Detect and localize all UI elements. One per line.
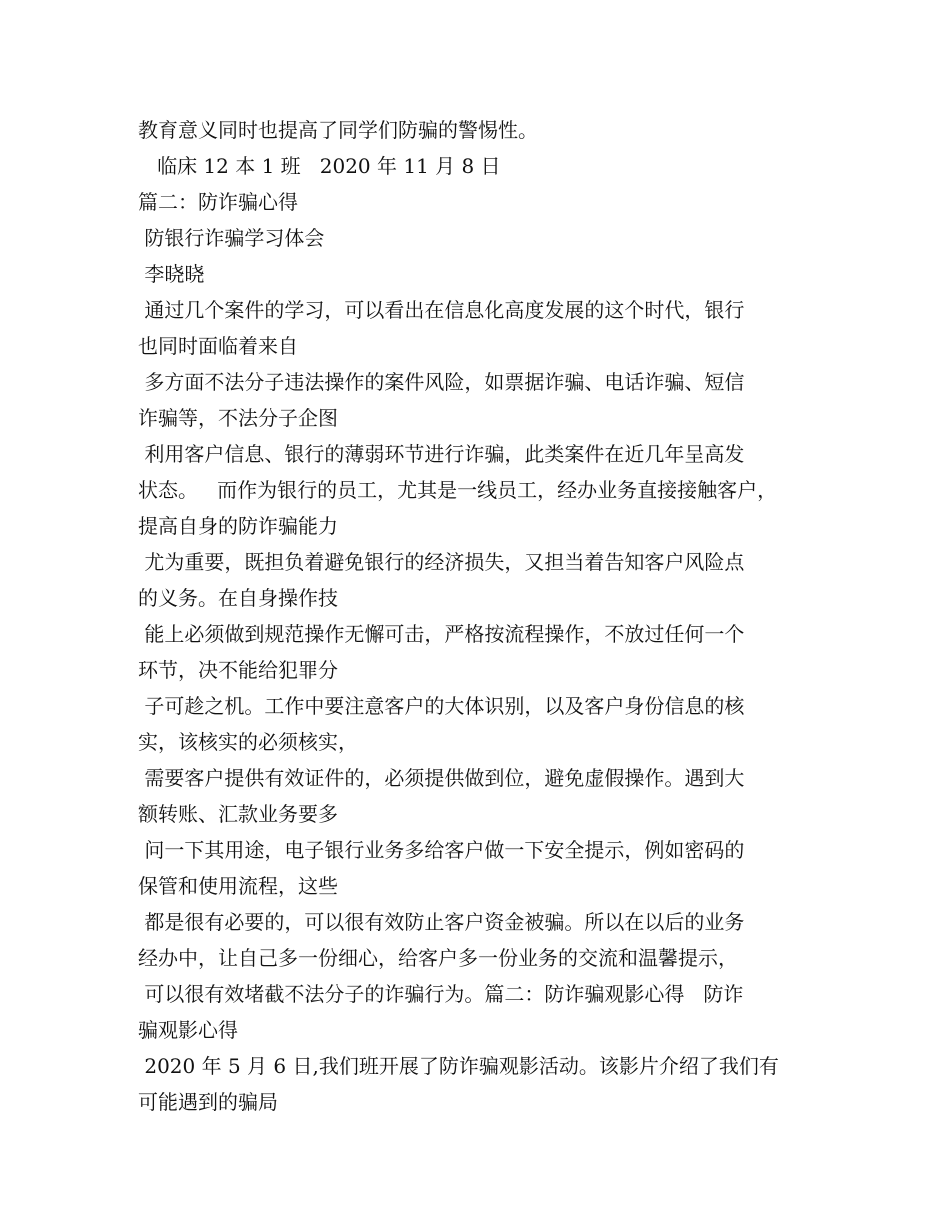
text-line: 诈骗等，不法分子企图 xyxy=(138,406,338,430)
text-line: 经办中，让自己多一份细心，给客户多一份业务的交流和温馨提示， xyxy=(138,946,738,970)
document-body xyxy=(138,112,838,1120)
text-line: 能上必须做到规范操作无懈可击，严格按流程操作，不放过任何一个 xyxy=(138,622,745,646)
text-line: 实，该核实的必须核实， xyxy=(138,730,358,754)
text-line: 骗观影心得 xyxy=(138,1018,238,1042)
text-line: 临床 12 本 1 班 2020 年 11 月 8 日 xyxy=(138,154,501,178)
text-line: 需要客户提供有效证件的，必须提供做到位，避免虚假操作。遇到大 xyxy=(138,766,745,790)
text-line: 教育意义同时也提高了同学们防骗的警惕性。 xyxy=(138,118,538,142)
text-line: 提高自身的防诈骗能力 xyxy=(138,514,338,538)
section-heading: 篇二：防诈骗心得 xyxy=(138,190,298,214)
text-line: 保管和使用流程，这些 xyxy=(138,874,338,898)
author-name: 李晓晓 xyxy=(138,262,205,286)
text-line: 也同时面临着来自 xyxy=(138,334,298,358)
text-line: 环节，决不能给犯罪分 xyxy=(138,658,338,682)
text-line: 子可趁之机。工作中要注意客户的大体识别，以及客户身份信息的核 xyxy=(138,694,745,718)
text-line: 可以很有效堵截不法分子的诈骗行为。篇二：防诈骗观影心得 防诈 xyxy=(138,982,744,1006)
article-title: 防银行诈骗学习体会 xyxy=(138,226,325,250)
text-line: 可能遇到的骗局 xyxy=(138,1090,278,1114)
text-line: 都是很有必要的，可以很有效防止客户资金被骗。所以在以后的业务 xyxy=(138,910,745,934)
text-line: 通过几个案件的学习，可以看出在信息化高度发展的这个时代，银行 xyxy=(138,298,745,322)
text-line: 利用客户信息、银行的薄弱环节进行诈骗，此类案件在近几年呈高发 xyxy=(138,442,745,466)
text-line: 状态。 而作为银行的员工，尤其是一线员工，经办业务直接接触客户， xyxy=(138,478,778,502)
text-line: 问一下其用途，电子银行业务多给客户做一下安全提示，例如密码的 xyxy=(138,838,745,862)
text-line: 2020 年 5 月 6 日,我们班开展了防诈骗观影活动。该影片介绍了我们有 xyxy=(138,1054,779,1078)
text-line: 的义务。在自身操作技 xyxy=(138,586,338,610)
text-line: 多方面不法分子违法操作的案件风险，如票据诈骗、电话诈骗、短信 xyxy=(138,370,745,394)
text-line: 尤为重要，既担负着避免银行的经济损失，又担当着告知客户风险点 xyxy=(138,550,745,574)
text-line: 额转账、汇款业务要多 xyxy=(138,802,338,826)
